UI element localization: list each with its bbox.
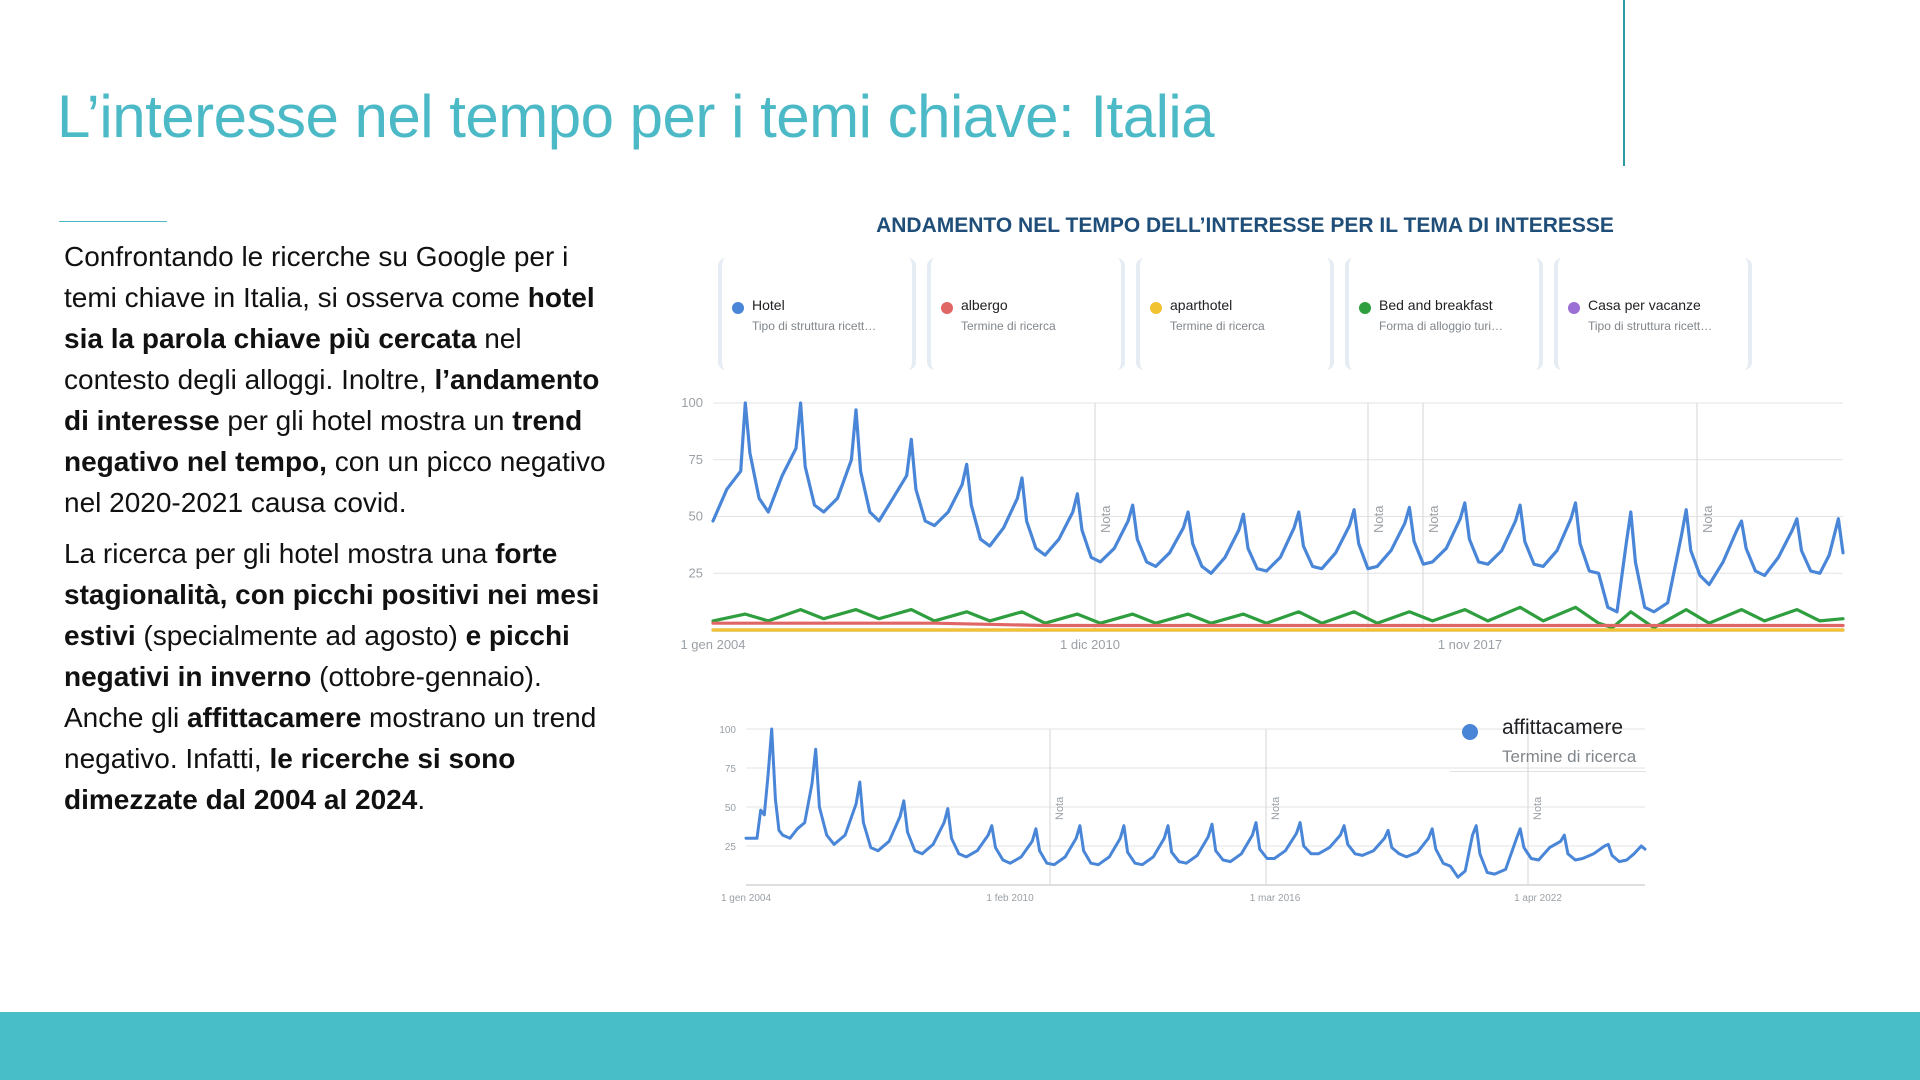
legend-subtitle: Tipo di struttura ricett… bbox=[1588, 319, 1713, 333]
bold-text: trend negativo nel tempo, bbox=[64, 405, 583, 477]
text-run: mostrano un trend negativo. Infatti, bbox=[64, 702, 597, 774]
legend-subtitle: Termine di ricerca bbox=[1170, 319, 1265, 333]
annotation-label: Nota bbox=[1426, 505, 1441, 533]
slide-title: L’interesse nel tempo per i temi chiave: Italia bbox=[57, 83, 1215, 150]
legend-dot bbox=[1150, 302, 1162, 314]
legend-name: Hotel bbox=[752, 297, 785, 313]
x-tick-label: 1 gen 2004 bbox=[720, 893, 772, 904]
text-run: . bbox=[417, 784, 426, 815]
bold-text: l’andamento di interesse bbox=[64, 364, 600, 436]
bold-text: forte stagionalità, con picchi positivi nei mesi estivi bbox=[64, 538, 600, 651]
bold-text: le ricerche si sono dimezzate dal 2004 al 2024 bbox=[64, 743, 516, 815]
header-vertical-rule bbox=[1623, 0, 1625, 166]
affittacamere-chart bbox=[700, 715, 1660, 910]
legend-name-affittacamere: affittacamere bbox=[1502, 716, 1624, 739]
legend-dot bbox=[941, 302, 953, 314]
legend-dot bbox=[1568, 302, 1580, 314]
x-tick-label: 1 nov 2017 bbox=[1437, 637, 1503, 652]
legend-item-hotel[interactable] bbox=[718, 258, 916, 370]
annotation-label: Nota bbox=[1532, 796, 1544, 820]
x-tick-label: 1 gen 2004 bbox=[680, 637, 746, 652]
legend-item-casa-per-vacanze[interactable] bbox=[1554, 258, 1752, 370]
series-line-albergo bbox=[713, 623, 1843, 625]
y-tick-label: 25 bbox=[688, 565, 703, 581]
text-run: con un picco negativo nel 2020-2021 causa covid. bbox=[64, 446, 606, 518]
text-run: nel contesto degli alloggi. Inoltre, bbox=[64, 323, 522, 395]
x-tick-label: 1 feb 2010 bbox=[986, 893, 1034, 904]
y-tick-label: 100 bbox=[719, 725, 736, 736]
text-run: (ottobre-gennaio). Anche gli bbox=[64, 661, 542, 733]
legend-item-aparthotel[interactable] bbox=[1136, 258, 1334, 370]
legend-divider bbox=[1450, 771, 1646, 772]
main-chart-legend bbox=[718, 258, 1752, 370]
annotation-label: Nota bbox=[1098, 505, 1113, 533]
y-tick-label: 25 bbox=[724, 842, 736, 853]
paragraph-2 bbox=[64, 533, 624, 820]
y-tick-label: 75 bbox=[688, 451, 703, 467]
series-line-hotel bbox=[713, 403, 1843, 612]
bold-text: affittacamere bbox=[186, 702, 362, 733]
text-run: Confrontando le ricerche su Google per i temi chiave in Italia, si osserva come bbox=[64, 241, 569, 313]
paragraph-1 bbox=[64, 236, 624, 523]
bold-text: e picchi negativi in inverno bbox=[64, 620, 570, 692]
legend-subtitle: Termine di ricerca bbox=[961, 319, 1056, 333]
main-interest-chart bbox=[660, 385, 1860, 655]
body-text bbox=[64, 236, 624, 830]
legend-dot-affittacamere bbox=[1462, 724, 1478, 740]
legend-subtitle-affittacamere: Termine di ricerca bbox=[1502, 747, 1637, 766]
legend-item-albergo[interactable] bbox=[927, 258, 1125, 370]
annotation-label: Nota bbox=[1371, 505, 1386, 533]
footer-band bbox=[0, 1012, 1920, 1080]
annotation-label: Nota bbox=[1700, 505, 1715, 533]
legend-name: aparthotel bbox=[1170, 297, 1233, 313]
legend-name: Bed and breakfast bbox=[1379, 297, 1493, 313]
legend-dot bbox=[732, 302, 744, 314]
chart-heading: ANDAMENTO NEL TEMPO DELL’INTERESSE PER IL TEMA DI INTERESSE bbox=[876, 214, 1614, 237]
y-tick-label: 100 bbox=[681, 395, 703, 410]
y-tick-label: 75 bbox=[724, 764, 736, 775]
annotation-label: Nota bbox=[1054, 796, 1066, 820]
y-tick-label: 50 bbox=[688, 508, 703, 524]
y-tick-label: 50 bbox=[724, 803, 736, 814]
text-run: (specialmente ad agosto) bbox=[135, 620, 466, 651]
legend-subtitle: Forma di alloggio turi… bbox=[1379, 319, 1504, 333]
legend-name: albergo bbox=[961, 297, 1008, 313]
legend-name: Casa per vacanze bbox=[1588, 297, 1701, 313]
x-tick-label: 1 apr 2022 bbox=[1514, 893, 1562, 904]
bold-text: hotel sia la parola chiave più cercata bbox=[64, 282, 595, 354]
annotation-label: Nota bbox=[1270, 796, 1282, 820]
legend-dot bbox=[1359, 302, 1371, 314]
legend-item-bed-and-breakfast[interactable] bbox=[1345, 258, 1543, 370]
text-run: La ricerca per gli hotel mostra una bbox=[64, 538, 496, 569]
x-tick-label: 1 mar 2016 bbox=[1249, 893, 1301, 904]
legend-subtitle: Tipo di struttura ricett… bbox=[752, 319, 877, 333]
title-underline bbox=[59, 221, 167, 222]
text-run: per gli hotel mostra un bbox=[219, 405, 513, 436]
x-tick-label: 1 dic 2010 bbox=[1060, 637, 1120, 652]
